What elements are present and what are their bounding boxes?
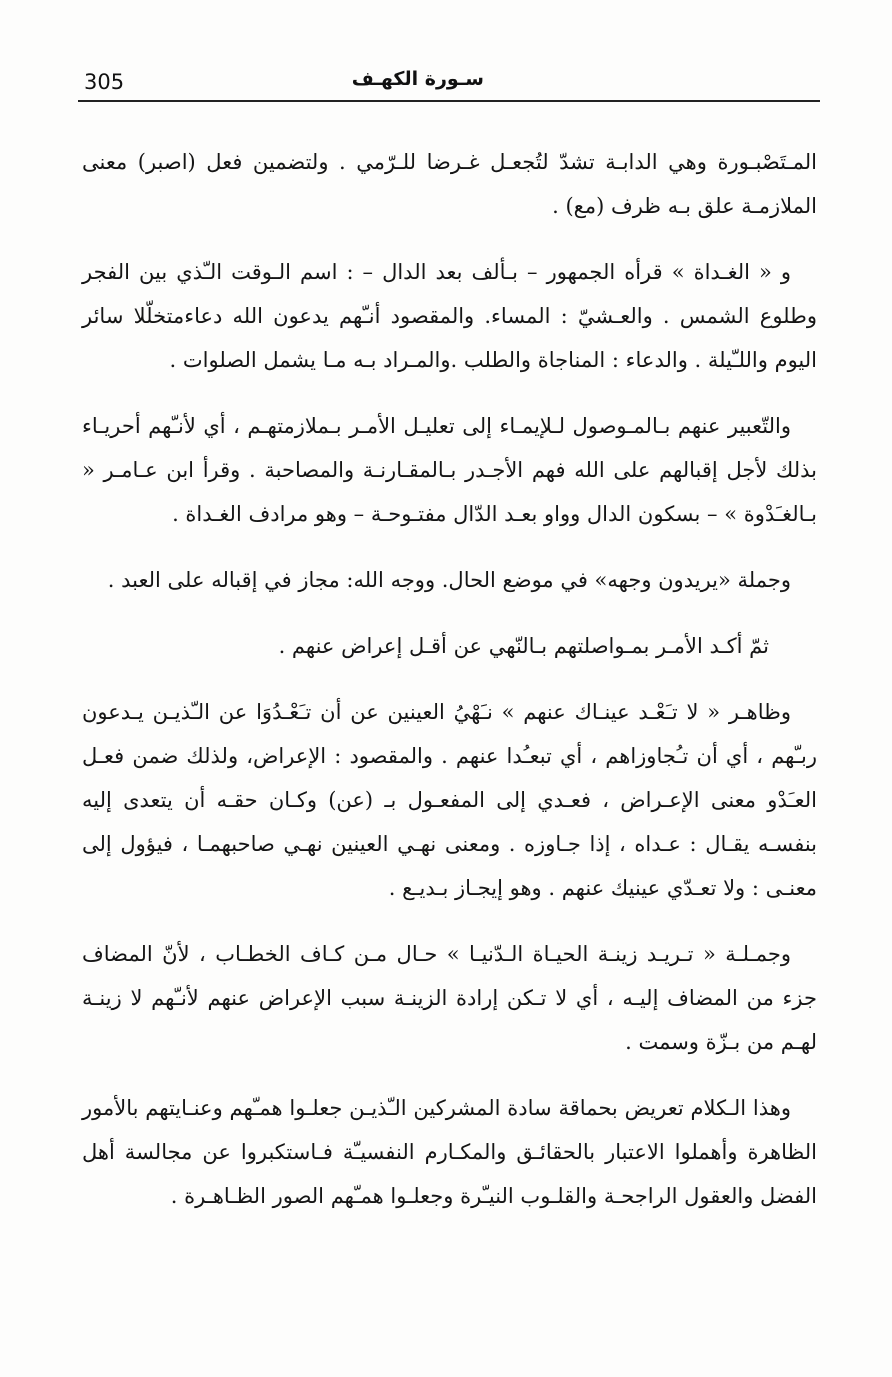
paragraph-3: والتّعبير عنهم بـالمـوصول لـلإيمـاء إلى تعليـل الأمـر بـملازمتهـم ، أي لأنـّهم أحريـاء بذلك لأجل إقبالهم على الله فهم الأجـدر بـالمقـارنـة والمصاحبة . وقرأ ابن عـامـر « بـالغـَدْوة » – بسكون الدال وواو بعـد الدّال مفتـوحـة – وهو مرادف الغـداة . — [82, 414, 817, 526]
paragraph-6: وظاهـر « لا تـَعْـد عينـاك عنهم » نـَهْيُ العينين عن أن تـَعْـدُوَا عن الـّذيـن يـدعون ربـّهم ، أي أن تـُجاوزاهم ، أي تبعـُدا عنهم . والمقصود : الإعراض، ولذلك ضمن فعـل العـَدْو معنى الإعـراض ، فعـدي إلى المفعـول بـ (عن) وكـان حقـه أن يتعدى إليه بنفسـه يقـال : عـداه ، إذا جـاوزه . ومعنى نهـي العينين نهـي صاحبهمـا ، فيؤول إلى معنـى : ولا تعـدّي عينيك عنهم . وهو إيجـاز بـديـع . — [82, 700, 817, 900]
paragraph-1: المـتَصْبـورة وهي الدابـة تشدّ لتُجعـل غـرضا للـرّمي . ولتضمين فعل (اصبر) معنى الملازمـة علق بـه ظرف (مع) . — [82, 150, 817, 218]
paragraph-2: و « الغـداة » قرأه الجمهور – بـألف بعد الدال – : اسم الـوقت الـّذي بين الفجر وطلوع الشمس . والعـشيّ : المساء. والمقصود أنـّهم يدعون الله دعاءمتخلّلا سائر اليوم واللـّيلة . والدعاء : المناجاة والطلب .والمـراد بـه مـا يشمل الصلوات . — [82, 260, 817, 372]
page-number: 305 — [84, 70, 125, 94]
paragraph-4: وجملة «يريدون وجهه» في موضع الحال. ووجه الله: مجاز في إقباله على العبد . — [107, 568, 791, 592]
page-body — [82, 140, 817, 1240]
paragraph-7: وجمـلـة « تـريـد زينـة الحيـاة الـدّنيـا » حـال مـن كـاف الخطـاب ، لأنّ المضاف جزء من المضاف إليـه ، أي لا تـكن إرادة الزينـة سبب الإعراض عنهم لأنـّهم لا زينـة لهـم من بـزّة وسمت . — [82, 942, 817, 1054]
paragraph-8: وهذا الـكلام تعريض بحماقة سادة المشركين الـّذيـن جعلـوا همـّهم وعنـايتهم بالأمور الظاهرة وأهملوا الاعتبار بالحقائـق والمكـارم النفسيـّة فـاستكبروا عن مجالسة أهل الفضل والعقول الراجحـة والقلـوب النيـّرة وجعلـوا همـّهم الصور الظـاهـرة . — [82, 1096, 817, 1208]
paragraph-5: ثمّ أكـد الأمـر بمـواصلتهم بـالنّهي عن أقـل إعراض عنهم . — [278, 634, 769, 658]
header-rule — [78, 100, 820, 102]
running-title: سـورة الكهـف — [351, 68, 484, 90]
page-header — [78, 66, 820, 96]
